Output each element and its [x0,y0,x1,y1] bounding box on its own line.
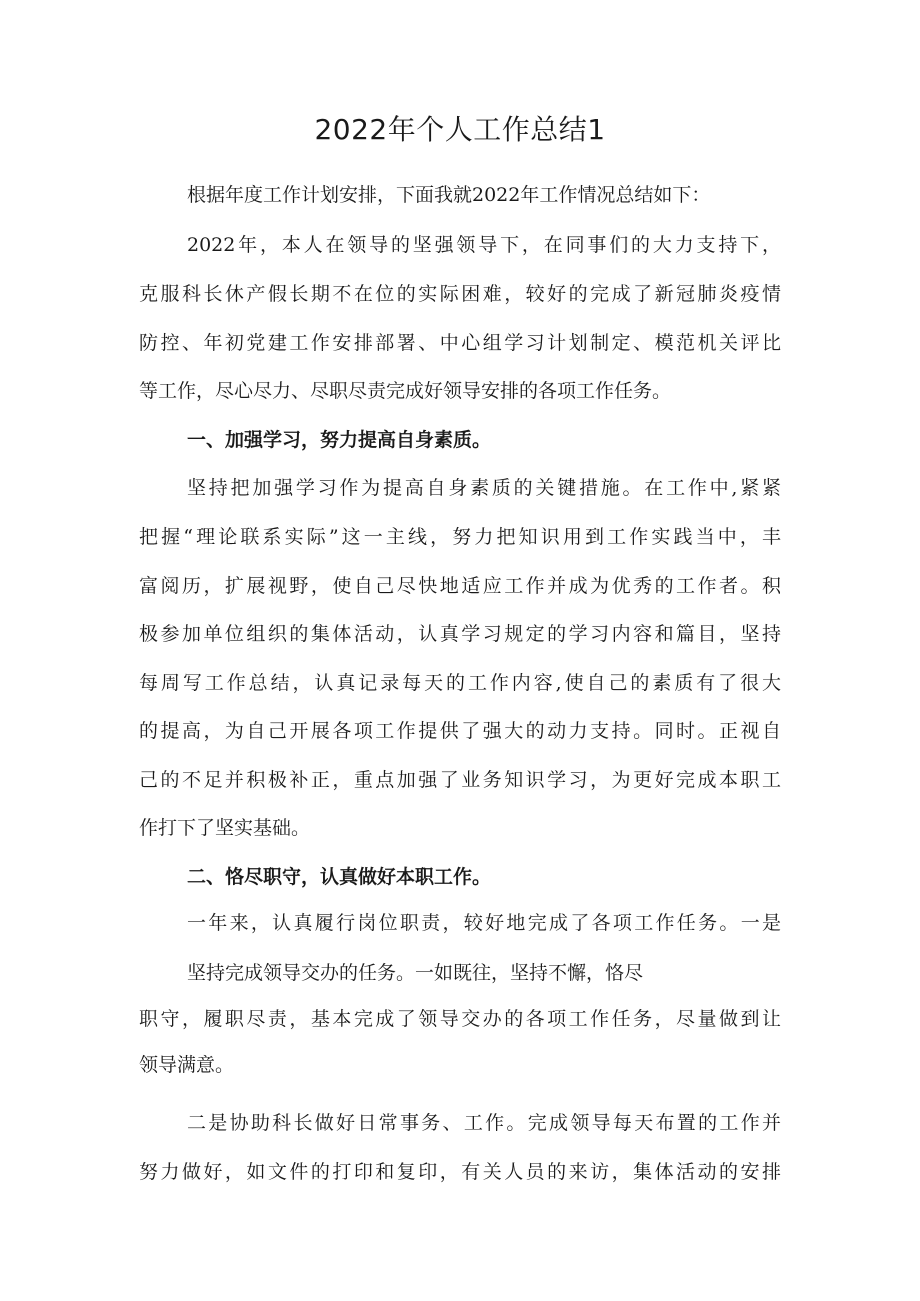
paragraph-line: 每周写工作总结，认真记录每天的工作内容,使自己的素质有了很大 [139,672,781,694]
section-heading-2: 二、恪尽职守，认真做好本职工作。 [187,866,492,888]
document-title: 2022年个人工作总结1 [314,113,606,146]
paragraph-line: 极参加单位组织的集体活动，认真学习规定的学习内容和篇目，坚持 [139,623,781,645]
paragraph-line: 职守，履职尽责，基本完成了领导交办的各项工作任务，尽量做到让 [139,1008,781,1030]
paragraph-line: 的提高，为自己开展各项工作提供了强大的动力支持。同时。正视自 [139,720,781,742]
paragraph-line: 根据年度工作计划安排，下面我就2022年工作情况总结如下： [187,184,711,206]
paragraph-line: 富阅历，扩展视野，使自己尽快地适应工作并成为优秀的工作者。积 [139,575,781,597]
paragraph-line: 坚持把加强学习作为提高自身素质的关键措施。在工作中,紧紧 [187,477,781,499]
paragraph-line: 坚持完成领导交办的任务。一如既往，坚持不懈，恪尽 [187,962,644,984]
paragraph-line: 克服科长休产假长期不在位的实际困难，较好的完成了新冠肺炎疫情 [139,283,781,305]
paragraph-line: 己的不足并积极补正，重点加强了业务知识学习，为更好完成本职工 [139,769,781,791]
paragraph-line: 一年来，认真履行岗位职责，较好地完成了各项工作任务。一是 [187,912,781,934]
paragraph-line: 作打下了坚实基础。 [139,817,311,839]
paragraph-line: 二是协助科长做好日常事务、工作。完成领导每天布置的工作并 [187,1112,781,1134]
paragraph-line: 领导满意。 [139,1054,235,1076]
paragraph-line: 努力做好，如文件的打印和复印，有关人员的来访，集体活动的安排 [139,1161,781,1183]
paragraph-line: 等工作，尽心尽力、尽职尽责完成好领导安排的各项工作任务。 [139,380,672,402]
paragraph-line: 防控、年初党建工作安排部署、中心组学习计划制定、模范机关评比 [139,332,781,354]
section-heading-1: 一、加强学习，努力提高自身素质。 [187,429,492,451]
paragraph-line: 2022年，本人在领导的坚强领导下，在同事们的大力支持下， [187,234,781,256]
paragraph-line: 把握“理论联系实际”这一主线，努力把知识用到工作实践当中，丰 [139,526,781,548]
